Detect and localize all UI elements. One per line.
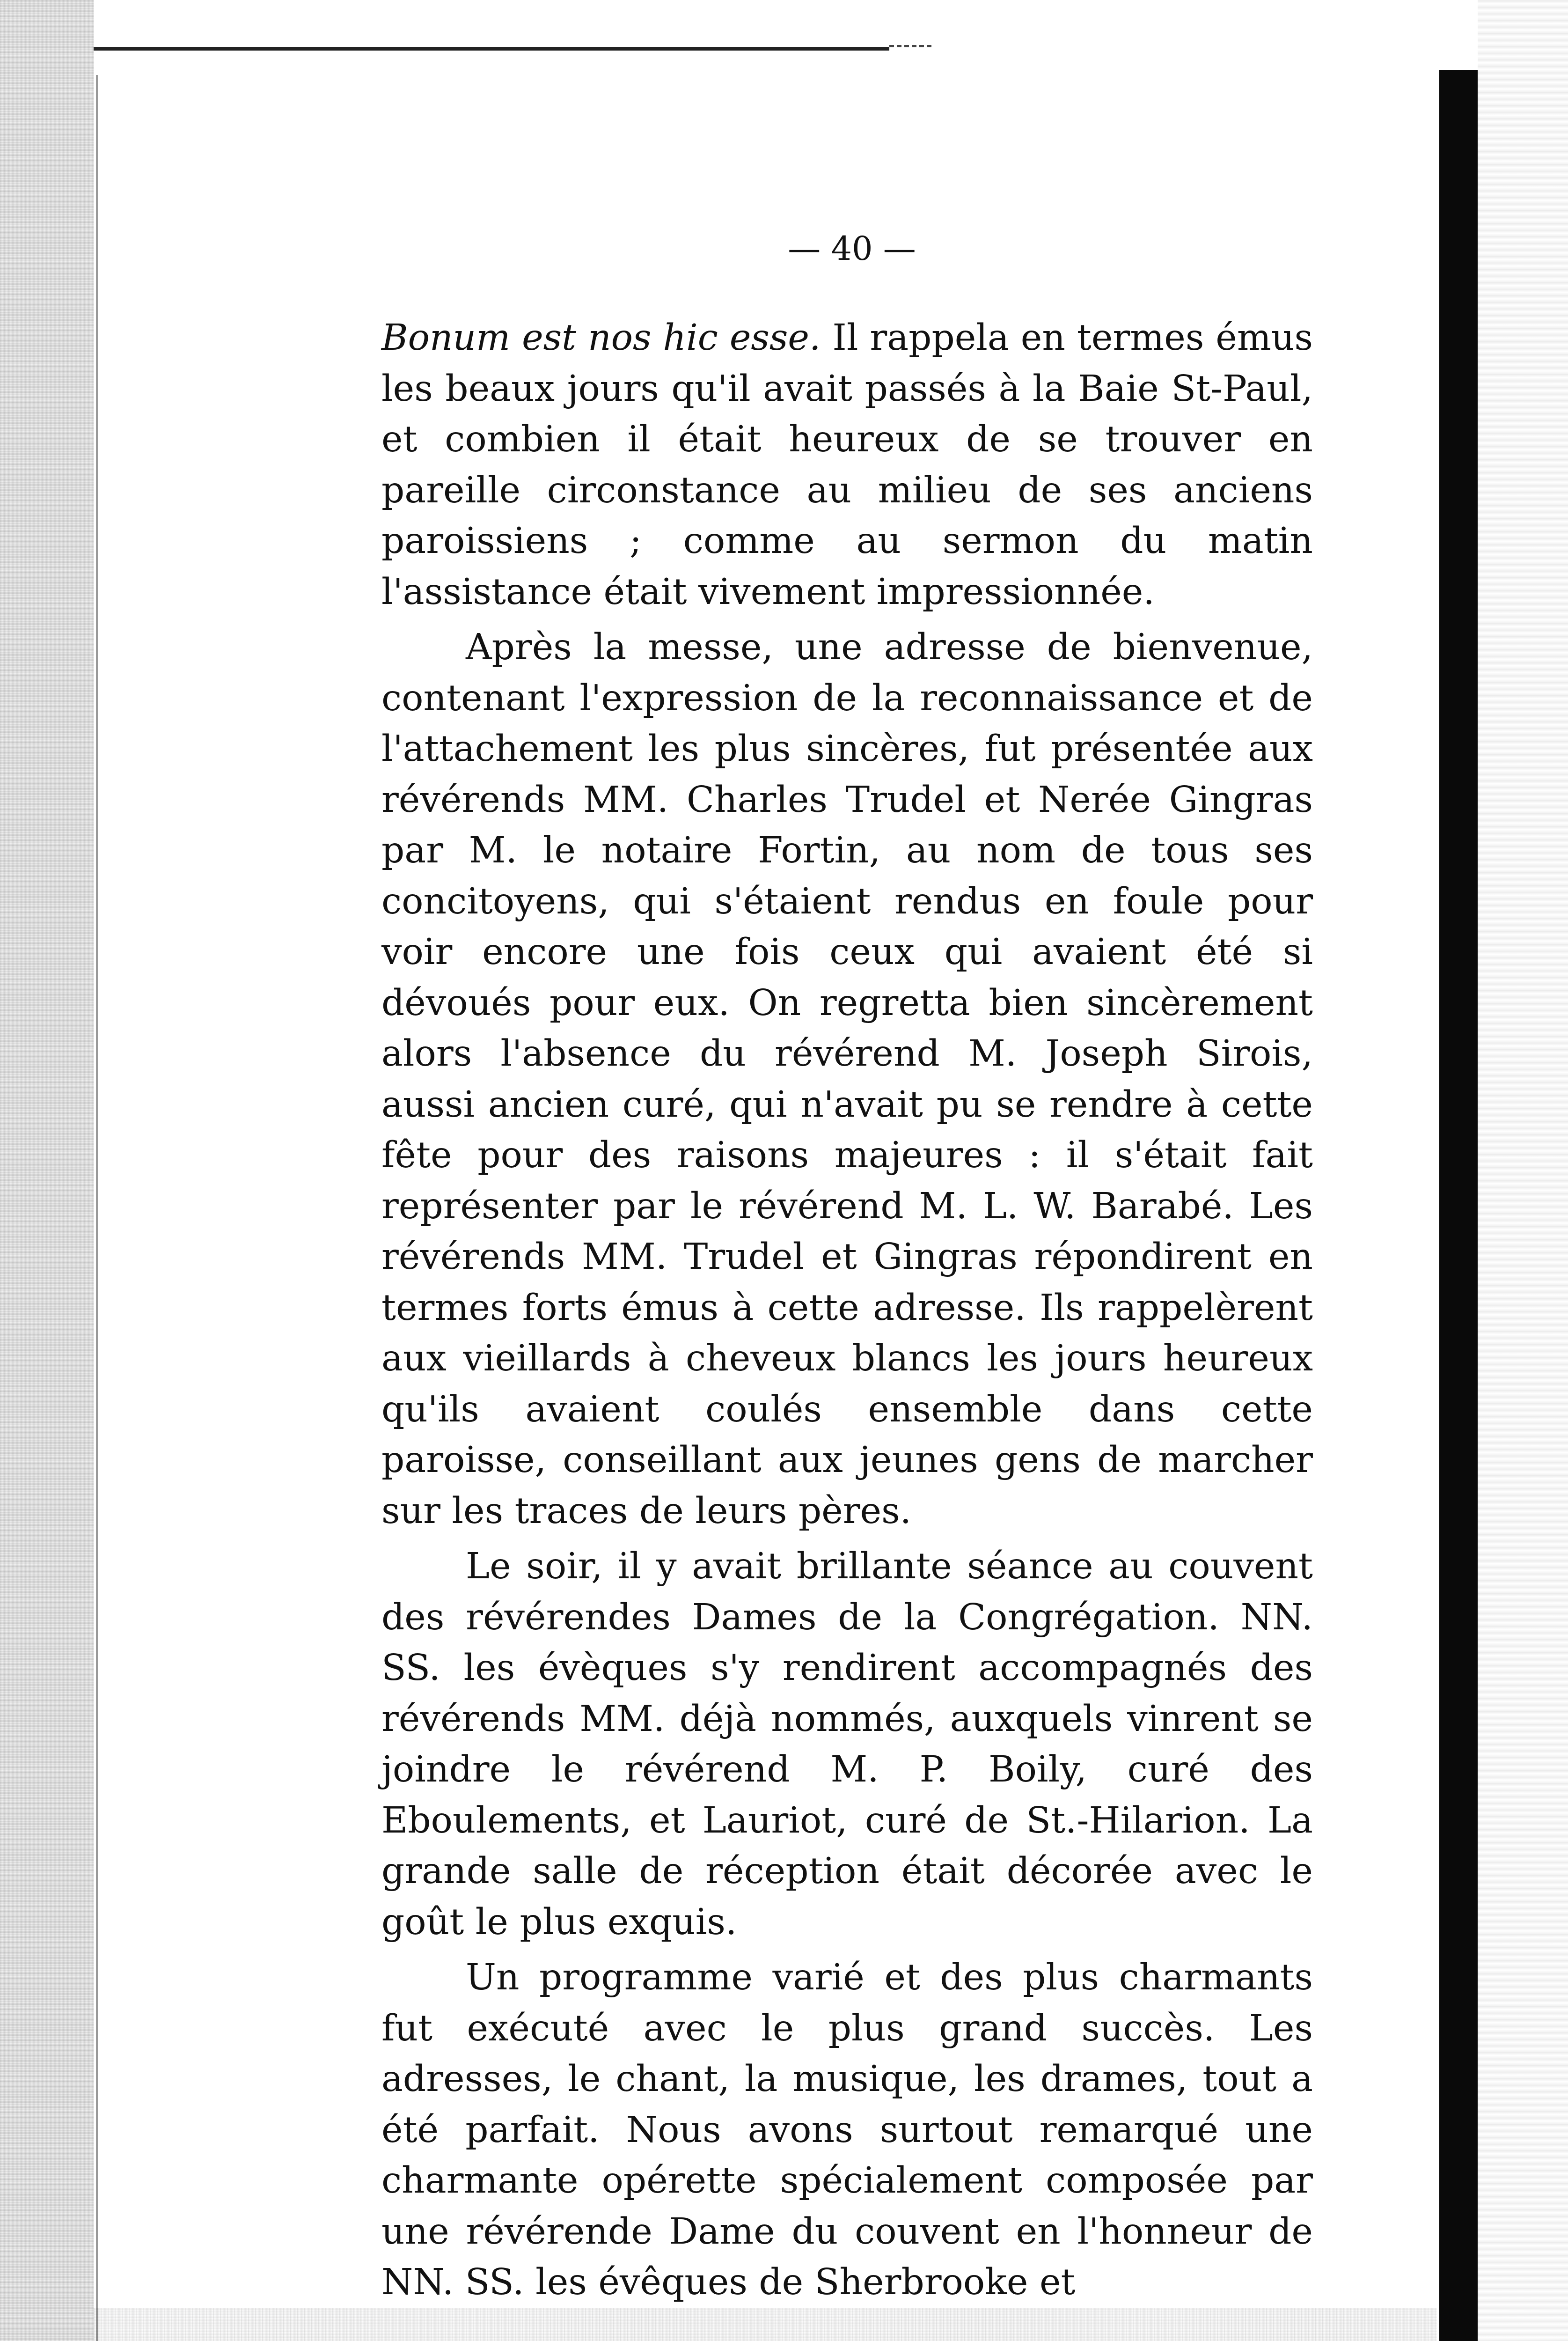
scan-top-rule (94, 47, 889, 51)
page-number: — 40 — (788, 229, 916, 268)
paragraph-1 (381, 313, 1313, 618)
scan-right-edge (1478, 0, 1568, 2341)
body-text (381, 313, 1313, 2308)
scan-left-edge (0, 0, 94, 2341)
paragraph-3: Le soir, il y avait brillante séance au couvent des révérendes Dames de la Congrégation. NN. SS. les évèques s'y rendirent accompagnés des révérends MM. déjà nommés, auxquels vinrent se joindre le révérend M. P. Boily, curé des Eboulements, et Lauriot, curé de St.-Hilarion. La grande salle de réception était décorée avec le goût le plus exquis. (381, 1546, 1313, 1943)
paragraph-1-text: Il rappela en termes émus les beaux jours qu'il avait passés à la Baie St-Paul, et combien il était heureux de se trouver en pareille circonstance au milieu de ses anciens paroissiens ; comme au sermon du matin l'assistance était vivement impressionnée. (381, 317, 1313, 613)
paragraph-2: Après la messe, une adresse de bienvenue, contenant l'expression de la reconnaissance et de l'attachement les plus sincères, fut présentée aux révérends MM. Charles Trudel et Nerée Gingras par M. le notaire Fortin, au nom de tous ses concitoyens, qui s'étaient rendus en foule pour voir encore une fois ceux qui avaient été si dévoués pour eux. On regretta bien sincèrement alors l'absence du révérend M. Joseph Sirois, aussi ancien curé, qui n'avait pu se rendre à cette fête pour des raisons majeures : il s'était fait représenter par le révérend M. L. W. Barabé. Les révérends MM. Trudel et Gingras répondirent en termes forts émus à cette adresse. Ils rappelèrent aux vieillards à cheveux blancs les jours heureux qu'ils avaient coulés ensemble dans cette paroisse, conseillant aux jeunes gens de marcher sur les traces de leurs pères. (381, 626, 1313, 1532)
scan-binding-line (96, 75, 98, 2341)
paragraph-4: Un programme varié et des plus charmants fut exécuté avec le plus grand succès. Les adresses, le chant, la musique, les drames, tout a été parfait. Nous avons surtout remarqué une charmante opérette spécialement composée par une révérende Dame du couvent en l'honneur de NN. SS. les évêques de Sherbrooke et (381, 1957, 1313, 2303)
scan-right-black-bar (1439, 70, 1478, 2341)
scan-bottom-noise (94, 2308, 1437, 2341)
latin-phrase: Bonum est nos hic esse. (381, 317, 821, 359)
scan-top-rule-dash (889, 45, 931, 50)
